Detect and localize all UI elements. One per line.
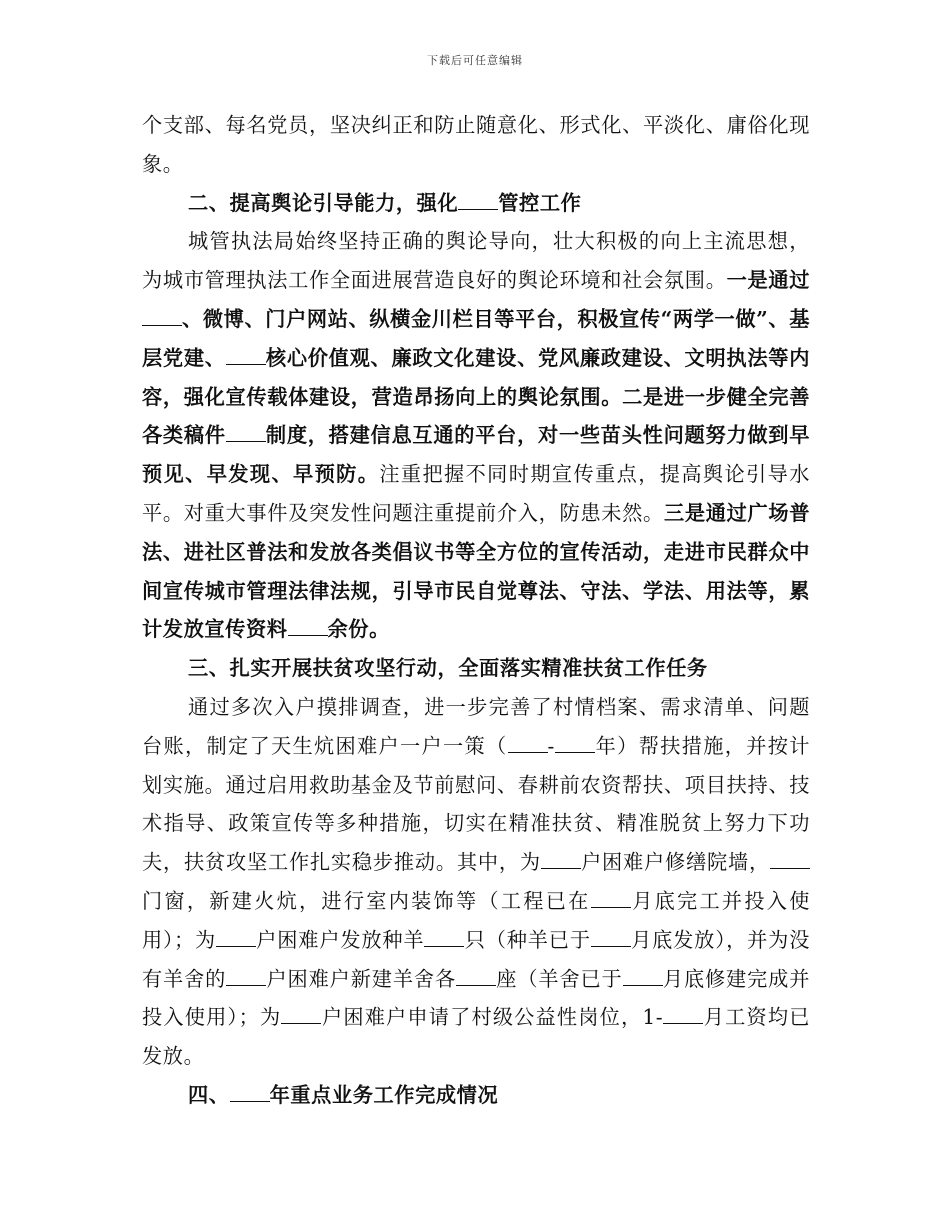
fill-blank — [424, 932, 464, 947]
paragraph-text: 个支部、每名党员，坚决纠正和防止随意化、形式化、平淡化、庸俗化现象。 — [142, 113, 810, 176]
fill-blank — [230, 1087, 270, 1102]
fill-blank — [216, 932, 256, 947]
paragraph-text: 年）帮扶措施，并按计划实施。通过启用救助基金及节前慰问、春耕前农资帮扶、项目扶持、技术指导、政策宣传等多种措施，切实在精准扶贫、精准脱贫上努力下功夫，扶贫攻坚工作扎实稳步推动。其中，为 — [142, 733, 810, 875]
fill-blank — [508, 738, 548, 753]
bold-text: 制度，搭建信息互通的平台，对一些苗头性问题努力做到早预见、早发现、早预防。 — [142, 423, 810, 487]
fill-blank — [142, 311, 182, 326]
fill-blank — [288, 621, 328, 636]
fill-blank — [458, 195, 498, 210]
paragraph-public-opinion — [142, 222, 810, 649]
heading-text: 三、扎实开展扶贫攻坚行动，全面落实精准扶贫工作任务 — [188, 656, 708, 681]
paragraph-text: 城管执法局始终坚持正确的舆论导向，壮大积极的向上主流思想，为城市管理执法工作全面进展营造良好的舆论环境和社会氛围。 — [142, 229, 810, 293]
fill-blank — [555, 738, 595, 753]
fill-blank — [663, 1009, 703, 1024]
bold-text: 一是通过 — [726, 268, 810, 293]
heading-text: 年重点业务工作完成情况 — [269, 1082, 499, 1107]
paragraph-text: 户困难户修缮院墙， — [580, 850, 770, 875]
document-body — [142, 106, 810, 1115]
fill-blank — [281, 1009, 321, 1024]
paragraph-text: - — [547, 733, 555, 758]
fill-blank — [226, 971, 266, 986]
paragraph-text: 门窗，新建火炕，进行室内装饰等（工程已在 — [142, 888, 591, 913]
paragraph-text: 月底修建完成并投入使用）；为 — [142, 966, 811, 1030]
heading-text: 管控工作 — [498, 190, 582, 215]
fill-blank — [591, 893, 631, 908]
fill-blank — [541, 854, 581, 869]
bold-text: 三是通过广场普法、进社区普法和发放各类倡议书等全方位的宣传活动，走进市民群众中间宣传城市管理法律法规，引导市民自觉尊法、守法、学法、用法等，累计发放宣传资料 — [142, 500, 810, 642]
fill-blank — [591, 932, 631, 947]
paragraph-text: 户困难户发放种羊 — [256, 927, 425, 952]
paragraph-text: 座（羊舍已于 — [496, 966, 623, 991]
section-heading-2 — [142, 184, 810, 223]
paragraph-text: 户困难户新建羊舍各 — [266, 966, 457, 991]
section-heading-4 — [142, 1076, 810, 1115]
fill-blank — [456, 971, 496, 986]
paragraph-poverty-alleviation — [142, 688, 810, 1076]
paragraph-continuation — [142, 106, 810, 184]
section-heading-3 — [142, 649, 810, 688]
heading-text: 二、提高舆论引导能力，强化 — [188, 190, 459, 215]
bold-text: 余份。 — [327, 617, 390, 642]
paragraph-text: 只（种羊已于 — [464, 927, 591, 952]
paragraph-text: 通过多次入户摸排调查，进一步完善了村情档案、需求清单、问题台账，制定了天生炕困难户一户一策（ — [142, 694, 810, 758]
bold-text: 核心价值观、廉政文化建设、党风廉政建设、文明执法等内容，强化宣传载体建设，营造昂扬向上的舆论氛围。二是进一步健全完善各类稿件 — [142, 345, 810, 448]
paragraph-text: 月底发放），并为没有羊舍的 — [142, 927, 810, 991]
bold-text: 、微博、门户网站、纵横金川栏目等平台，积极宣传“两学一做”、基层党建、 — [142, 306, 810, 370]
heading-text: 四、 — [188, 1082, 230, 1107]
header-note: 下载后可任意编辑 — [427, 54, 523, 67]
fill-blank — [226, 350, 266, 365]
fill-blank — [623, 971, 663, 986]
fill-blank — [770, 854, 810, 869]
paragraph-text: 月底完工并投入使用）；为 — [142, 888, 810, 952]
paragraph-text: 月工资均已发放。 — [142, 1005, 810, 1069]
paragraph-text: 注重把握不同时期宣传重点，提高舆论引导水平。对重大事件及突发性问题注重提前介入，防患未然。 — [142, 462, 810, 525]
paragraph-text: 户困难户申请了村级公益性岗位，1- — [321, 1005, 664, 1030]
fill-blank — [226, 427, 266, 442]
